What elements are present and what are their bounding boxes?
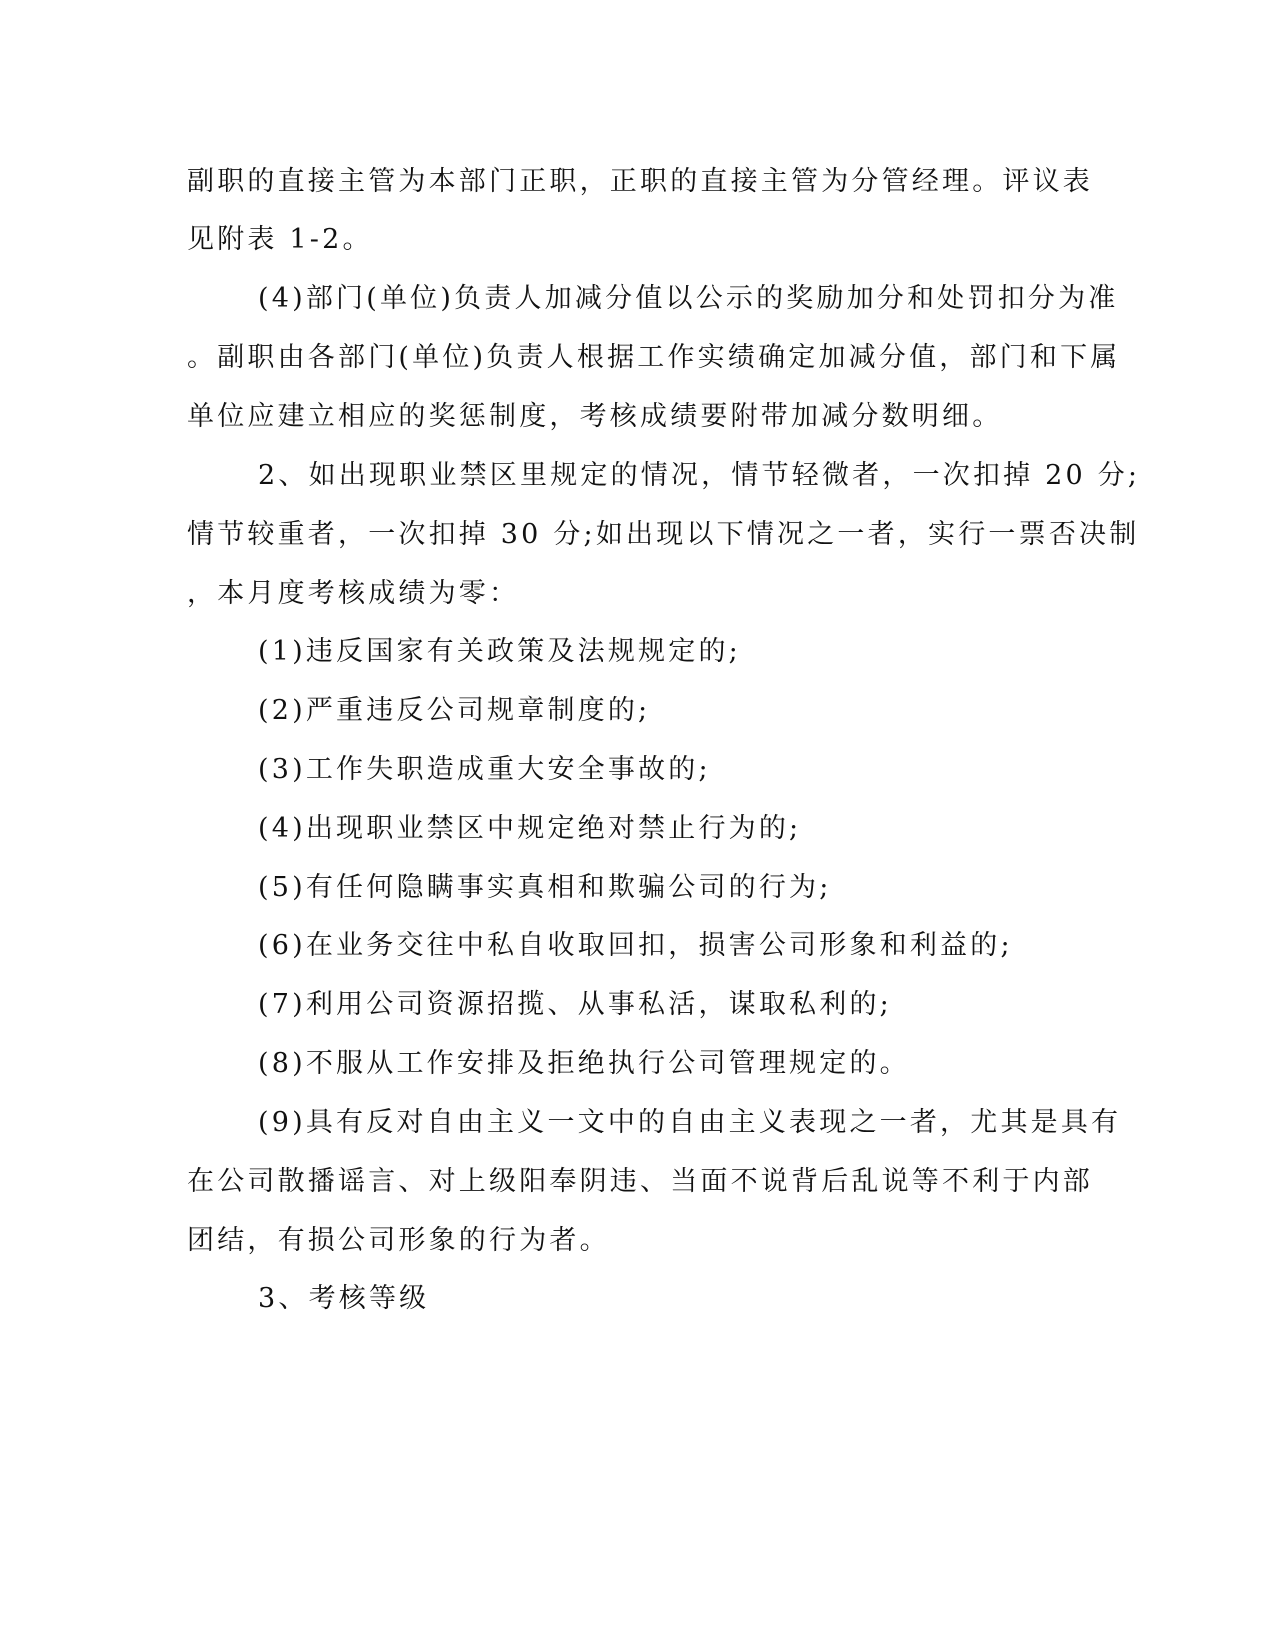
- text-line: (5)有任何隐瞒事实真相和欺骗公司的行为;: [258, 872, 832, 903]
- text-line: 3、考核等级: [258, 1283, 430, 1314]
- text-line: 2、如出现职业禁区里规定的情况，情节轻微者，一次扣掉 20 分;: [258, 460, 1141, 491]
- text-line: (8)不服从工作安排及拒绝执行公司管理规定的。: [258, 1048, 910, 1079]
- text-line: 团结，有损公司形象的行为者。: [187, 1225, 610, 1256]
- text-line: (9)具有反对自由主义一文中的自由主义表现之一者，尤其是具有: [258, 1107, 1122, 1138]
- text-line: 在公司散播谣言、对上级阳奉阴违、当面不说背后乱说等不利于内部: [187, 1166, 1093, 1197]
- text-line: (7)利用公司资源招揽、从事私活，谋取私利的;: [258, 989, 892, 1020]
- text-line: 情节较重者，一次扣掉 30 分;如出现以下情况之一者，实行一票否决制: [187, 519, 1140, 550]
- text-line: 见附表 1-2。: [187, 224, 373, 255]
- text-line: 。副职由各部门(单位)负责人根据工作实绩确定加减分值，部门和下属: [187, 342, 1121, 373]
- text-line: (4)部门(单位)负责人加减分值以公示的奖励加分和处罚扣分为准: [258, 283, 1119, 314]
- text-line: 副职的直接主管为本部门正职，正职的直接主管为分管经理。评议表: [187, 166, 1093, 197]
- text-line: ，本月度考核成绩为零：: [187, 578, 520, 609]
- text-line: (4)出现职业禁区中规定绝对禁止行为的;: [258, 813, 802, 844]
- text-line: 单位应建立相应的奖惩制度，考核成绩要附带加减分数明细。: [187, 401, 1003, 432]
- text-line: (3)工作失职造成重大安全事故的;: [258, 754, 711, 785]
- text-line: (2)严重违反公司规章制度的;: [258, 695, 651, 726]
- text-line: (1)违反国家有关政策及法规规定的;: [258, 636, 741, 667]
- text-line: (6)在业务交往中私自收取回扣，损害公司形象和利益的;: [258, 930, 1013, 961]
